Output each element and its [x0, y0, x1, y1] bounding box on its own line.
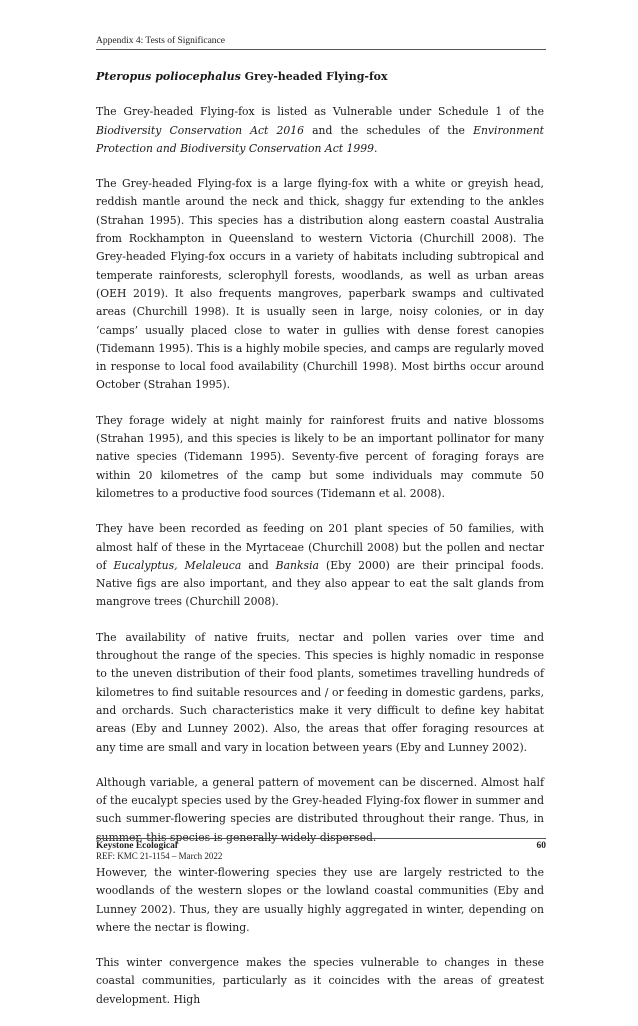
paragraph-movement: Although variable, a general pattern of movement can be discerned. Almost half of the eucalypt species used by the Grey-headed Flying-fox flower in summer and such summer-flowering species are distributed throughout their range. Thus, in summer, this species is generally widely dispersed.	[96, 775, 544, 844]
p4-genera-2: Banksia	[275, 558, 319, 572]
paragraph-convergence: This winter convergence makes the species vulnerable to changes in these coastal communities, particularly as it coincides with the areas of greatest development. High	[96, 956, 544, 1006]
paragraph-status	[96, 103, 544, 158]
p4-text-2: and	[241, 558, 276, 572]
p1-text-2: and the schedules of the	[303, 123, 474, 137]
p4-text-1: They have been recorded as feeding on 201 plant species of 50 families, with almost half of these in the Myrtaceae (Churchill 2008) but the pollen and nectar of	[96, 522, 544, 572]
footer-reference: REF: KMC 21-1154 – March 2022	[96, 851, 223, 861]
paragraph-availability: The availability of native fruits, nectar and pollen varies over time and throughout the range of the species. This species is highly nomadic in response to the uneven distribution of their food plants, sometimes travelling hundreds of kilometres to find suitable resources and / or feeding in domestic gardens, parks, and orchards. Such characteristics make it very difficult to define key habitat areas (Eby and Lunney 2002). Also, the areas that offer foraging resources at any time are small and vary in location between years (Eby and Lunney 2002).	[96, 630, 544, 754]
paragraph-description: The Grey-headed Flying-fox is a large flying-fox with a white or greyish head, reddish mantle around the neck and thick, shaggy fur extending to the ankles (Strahan 1995). This species has a distribution along eastern coastal Australia from Rockhampton in Queensland to western Victoria (Churchill 2008). The Grey-headed Flying-fox occurs in a variety of habitats including subtropical and temperate rainforests, sclerophyll forests, woodlands, as well as urban areas (OEH 2019). It also frequents mangroves, paperbark swamps and cultivated areas (Churchill 1998). It is usually seen in large, noisy colonies, or in day ‘camps’ usually placed close to water in gullies with dense forest canopies (Tidemann 1995). This is a highly mobile species, and camps are regularly moved in response to local food availability (Churchill 1998). Most births occur around October (Strahan 1995).	[96, 177, 544, 392]
scientific-name: Pteropus poliocephalus	[96, 70, 241, 83]
footer-company: Keystone Ecological	[96, 841, 178, 851]
common-name: Grey-headed Flying-fox	[244, 70, 388, 83]
p4-text-3: (Eby 2000) are their principal foods. Native figs are also important, and they also appear to eat the salt glands from mangrove trees (Churchill 2008).	[96, 558, 544, 609]
page-number: 60	[536, 841, 546, 851]
page-body	[96, 68, 544, 1026]
p4-genera-1: Eucalyptus, Melaleuca	[113, 558, 242, 572]
paragraph-foraging: They forage widely at night mainly for rainforest fruits and native blossoms (Strahan 1995), and this species is likely to be an important pollinator for many native species (Tidemann 1995). Seventy-five percent of foraging forays are within 20 kilometres of the camp but some individuals may commute 50 kilometres to a productive food sources (Tidemann et al. 2008).	[96, 413, 544, 500]
page-footer	[96, 838, 546, 861]
section-title	[96, 68, 544, 86]
p1-act-2: Environment Protection and Biodiversity Conservation Act 1999	[96, 123, 544, 155]
p1-act-1: Biodiversity Conservation Act 2016	[96, 123, 304, 137]
paragraph-diet	[96, 520, 544, 611]
p1-text-1: The Grey-headed Flying-fox is listed as Vulnerable under Schedule 1 of the	[96, 105, 544, 119]
paragraph-winter: However, the winter-flowering species they use are largely restricted to the woodlands of the western slopes or the lowland coastal communities (Eby and Lunney 2002). Thus, they are usually highly aggregated in winter, depending on where the nectar is flowing.	[96, 865, 544, 934]
p1-text-3: .	[374, 141, 378, 155]
running-head: Appendix 4: Tests of Significance	[96, 36, 546, 50]
